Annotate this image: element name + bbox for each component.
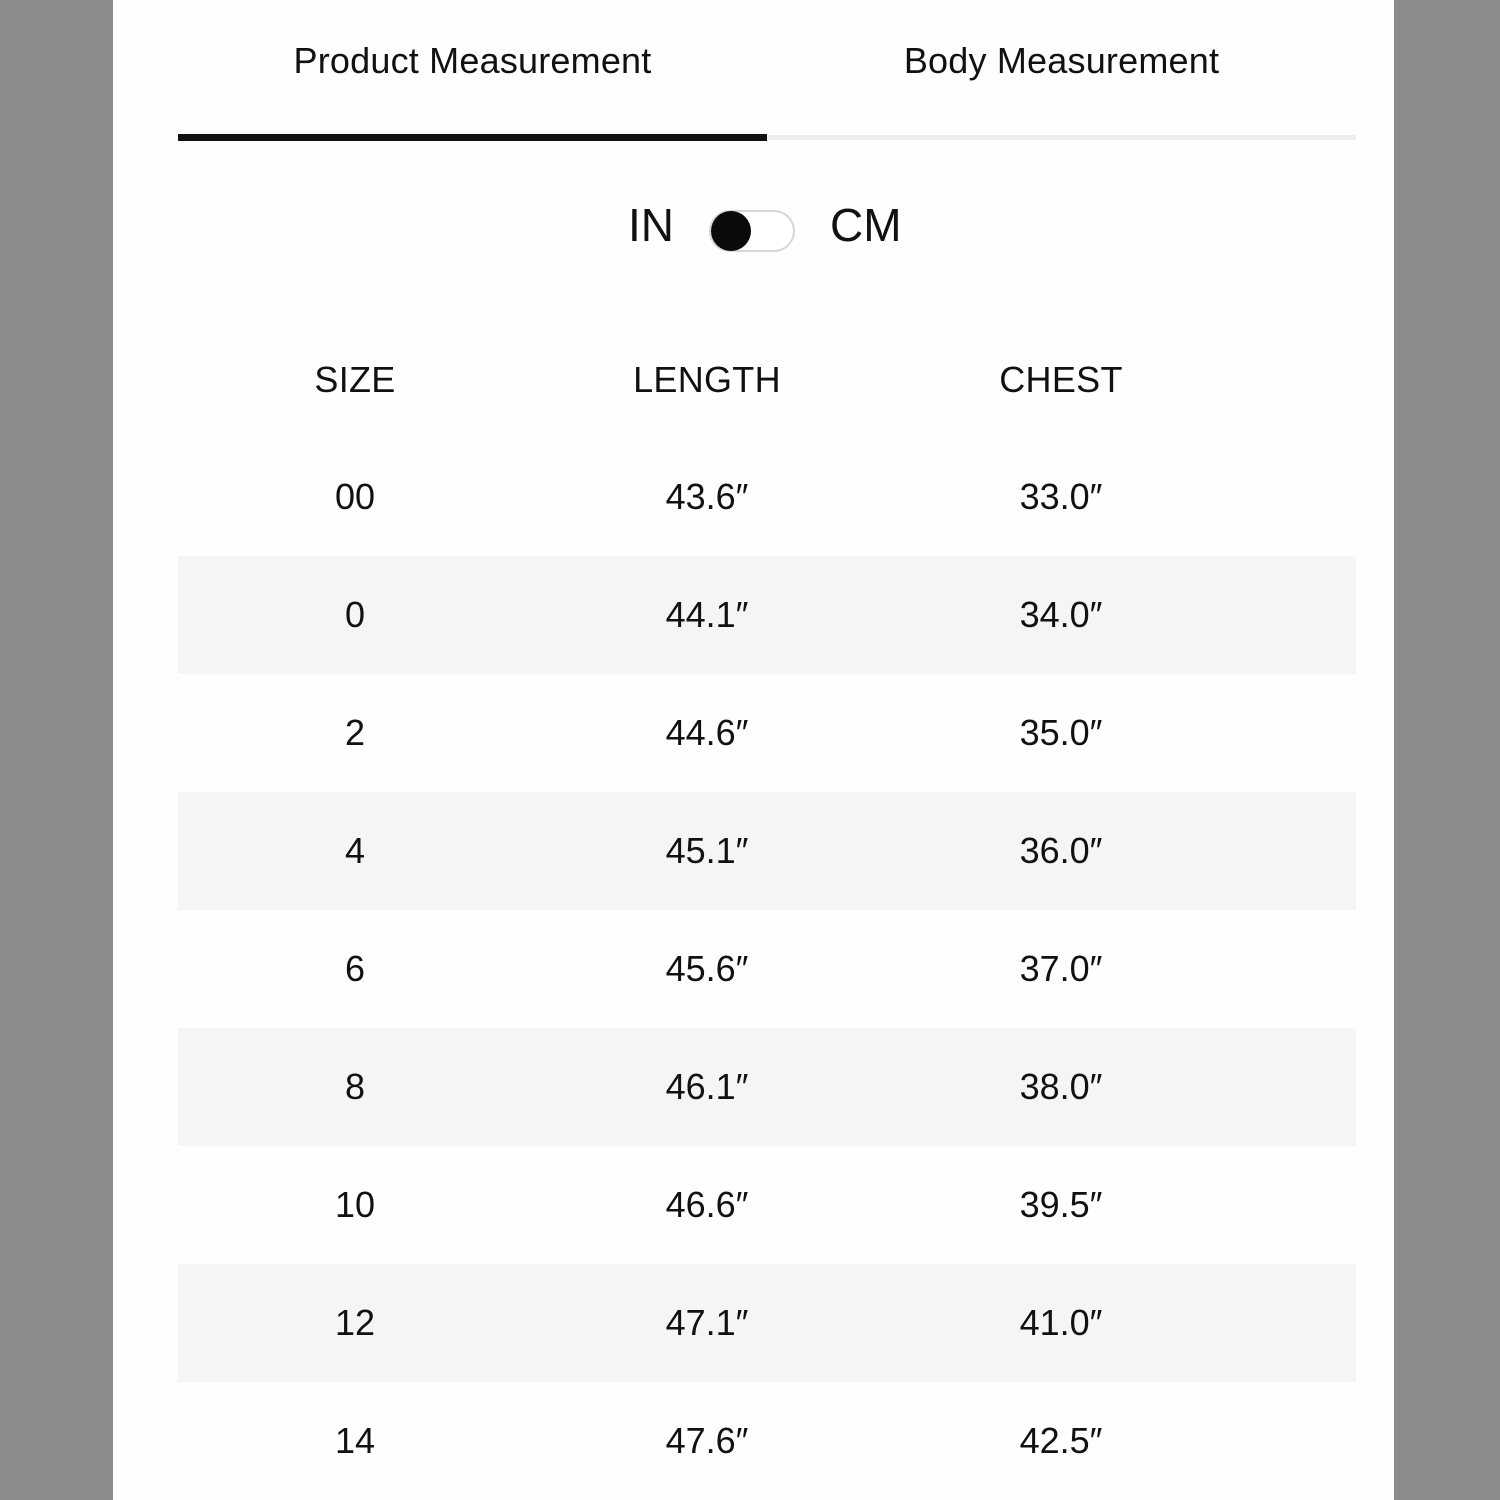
tab-body-measurement[interactable] <box>767 0 1356 142</box>
unit-switch <box>113 192 1394 262</box>
size-chart-panel <box>113 0 1394 1500</box>
unit-label-cm[interactable]: CM <box>830 199 902 251</box>
cell-size: 6 <box>344 948 366 989</box>
cell-size: 8 <box>344 1066 366 1107</box>
unit-label-in[interactable]: IN <box>628 199 674 251</box>
table-row <box>178 792 1356 910</box>
cell-length: 47.6″ <box>665 1420 749 1461</box>
table-row <box>178 556 1356 674</box>
cell-length: 44.1″ <box>665 594 749 635</box>
tab-product-measurement-label: Product Measurement <box>293 40 652 81</box>
table-row <box>178 910 1356 1028</box>
cell-length: 44.6″ <box>665 712 749 753</box>
cell-size: 4 <box>344 830 366 871</box>
cell-chest: 34.0″ <box>1019 594 1103 635</box>
cell-chest: 41.0″ <box>1019 1302 1103 1343</box>
table-row <box>178 1382 1356 1500</box>
cell-length: 45.6″ <box>665 948 749 989</box>
table-header <box>178 322 1356 438</box>
active-tab-indicator <box>178 134 767 141</box>
cell-chest: 33.0″ <box>1019 476 1103 517</box>
cell-chest: 38.0″ <box>1019 1066 1103 1107</box>
table-row <box>178 1028 1356 1146</box>
cell-size: 10 <box>334 1184 376 1225</box>
tab-body-measurement-label: Body Measurement <box>903 40 1220 81</box>
cell-chest: 35.0″ <box>1019 712 1103 753</box>
size-table <box>178 322 1356 1500</box>
table-row <box>178 1146 1356 1264</box>
cell-chest: 36.0″ <box>1019 830 1103 871</box>
tab-product-measurement[interactable] <box>178 0 767 142</box>
cell-size: 0 <box>344 594 366 635</box>
cell-size: 2 <box>344 712 366 753</box>
cell-length: 46.6″ <box>665 1184 749 1225</box>
cell-size: 14 <box>334 1420 376 1461</box>
cell-chest: 39.5″ <box>1019 1184 1103 1225</box>
header-length: LENGTH <box>633 359 781 400</box>
cell-length: 43.6″ <box>665 476 749 517</box>
header-chest: CHEST <box>999 359 1123 400</box>
unit-toggle[interactable] <box>709 210 795 252</box>
cell-chest: 37.0″ <box>1019 948 1103 989</box>
cell-length: 45.1″ <box>665 830 749 871</box>
cell-size: 12 <box>334 1302 376 1343</box>
cell-length: 47.1″ <box>665 1302 749 1343</box>
cell-length: 46.1″ <box>665 1066 749 1107</box>
cell-size: 00 <box>334 476 376 517</box>
table-row <box>178 438 1356 556</box>
measurement-tabs <box>178 0 1356 142</box>
cell-chest: 42.5″ <box>1019 1420 1103 1461</box>
header-size: SIZE <box>314 359 396 400</box>
table-row <box>178 1264 1356 1382</box>
table-row <box>178 674 1356 792</box>
toggle-knob <box>711 211 751 251</box>
